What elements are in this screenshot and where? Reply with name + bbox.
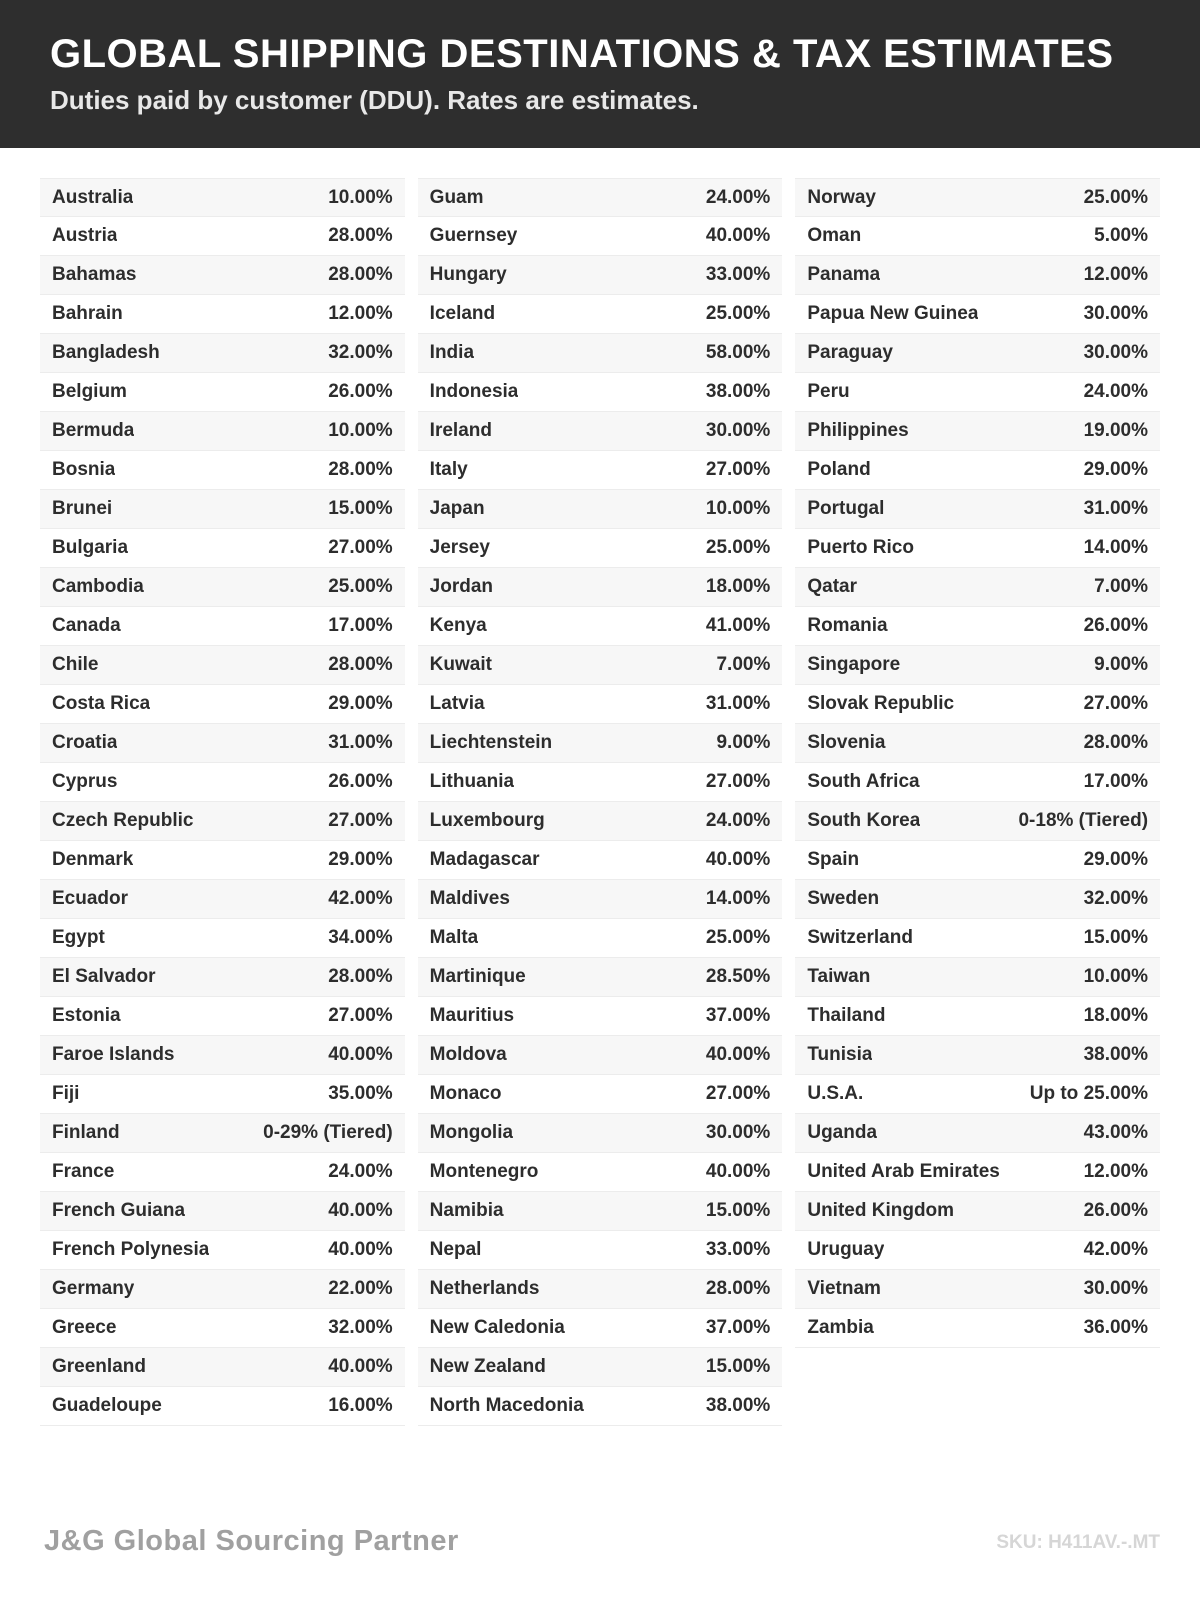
tax-rate: 22.00%	[328, 1278, 393, 1299]
table-row	[418, 412, 783, 451]
tax-rate: 26.00%	[328, 381, 393, 402]
table-row	[795, 763, 1160, 802]
table-row	[418, 529, 783, 568]
table-row	[418, 1348, 783, 1387]
tax-rate: 40.00%	[705, 849, 771, 870]
country-name: Liechtenstein	[429, 732, 553, 753]
tax-rate: 25.00%	[1083, 186, 1149, 208]
tax-rate: 40.00%	[328, 1200, 393, 1221]
country-name: Norway	[807, 186, 876, 208]
country-name: Guernsey	[429, 225, 518, 246]
country-name: Malta	[429, 927, 479, 948]
table-row	[40, 295, 405, 334]
table-row	[418, 1114, 783, 1153]
tax-rate: 18.00%	[705, 576, 771, 597]
tax-rate: 25.00%	[705, 303, 771, 324]
tax-rate: 32.00%	[1083, 888, 1149, 909]
country-name: Egypt	[52, 927, 105, 948]
country-name: Singapore	[807, 654, 901, 675]
page-title: GLOBAL SHIPPING DESTINATIONS & TAX ESTIMATES	[50, 31, 1114, 76]
table-row	[40, 490, 405, 529]
tax-rate: 10.00%	[705, 498, 771, 519]
tax-rate: 40.00%	[328, 1356, 393, 1377]
table-row	[40, 451, 405, 490]
tax-rate: 30.00%	[705, 420, 771, 441]
country-name: Cyprus	[52, 771, 118, 792]
country-name: South Korea	[807, 810, 921, 831]
country-name: Panama	[807, 264, 881, 285]
table-row	[40, 880, 405, 919]
country-name: Austria	[52, 225, 118, 246]
table-row	[418, 451, 783, 490]
table-row	[418, 295, 783, 334]
table-row	[795, 1309, 1160, 1348]
tax-rate: 24.00%	[705, 810, 771, 831]
tax-rate: 41.00%	[705, 615, 771, 636]
footer	[0, 1525, 1200, 1558]
tax-rate: 29.00%	[328, 849, 393, 870]
tax-rate: 30.00%	[705, 1122, 771, 1143]
table-row	[795, 1036, 1160, 1075]
tax-rate: 37.00%	[705, 1005, 771, 1026]
country-name: Japan	[429, 498, 485, 519]
tax-rate: 0-18% (Tiered)	[1018, 810, 1149, 831]
table-row	[418, 646, 783, 685]
tax-rate: 14.00%	[705, 888, 771, 909]
tax-rate: 18.00%	[1083, 1005, 1149, 1026]
country-name: Slovenia	[807, 732, 886, 753]
country-name: Madagascar	[429, 849, 540, 870]
rates-column-3	[795, 178, 1160, 1426]
table-row	[40, 646, 405, 685]
country-name: Guadeloupe	[52, 1395, 162, 1416]
table-row	[40, 1231, 405, 1270]
country-name: Jordan	[429, 576, 494, 597]
brand-text: J&G Global Sourcing Partner	[44, 1525, 459, 1557]
tax-rate: 31.00%	[328, 732, 393, 753]
table-row	[40, 763, 405, 802]
table-row	[795, 997, 1160, 1036]
tax-rate: 40.00%	[705, 1044, 771, 1065]
table-row	[418, 607, 783, 646]
table-row	[40, 1309, 405, 1348]
country-name: Fiji	[52, 1083, 80, 1104]
table-row	[418, 880, 783, 919]
table-row	[40, 334, 405, 373]
country-name: Guam	[429, 186, 484, 208]
country-name: Greenland	[52, 1356, 146, 1377]
table-row	[40, 373, 405, 412]
tax-rate: 15.00%	[328, 498, 393, 519]
country-name: New Zealand	[429, 1356, 546, 1377]
tax-rate: 43.00%	[1083, 1122, 1149, 1143]
table-row	[40, 958, 405, 997]
table-row	[40, 529, 405, 568]
country-name: U.S.A.	[807, 1083, 864, 1104]
table-row	[40, 997, 405, 1036]
table-row	[418, 724, 783, 763]
table-row	[418, 1075, 783, 1114]
country-name: Paraguay	[807, 342, 893, 363]
tax-rate: 40.00%	[328, 1239, 393, 1260]
tax-rate: 32.00%	[328, 1317, 393, 1338]
tax-rate: 36.00%	[1083, 1317, 1149, 1338]
country-name: Latvia	[429, 693, 485, 714]
tax-rate: 30.00%	[1083, 342, 1149, 363]
tax-rate: 15.00%	[705, 1356, 771, 1377]
tax-rate: Up to 25.00%	[1029, 1083, 1149, 1104]
country-name: Ecuador	[52, 888, 129, 909]
tax-rate: 24.00%	[328, 1161, 393, 1182]
tax-rate: 38.00%	[705, 381, 771, 402]
country-name: Portugal	[807, 498, 885, 519]
table-row	[418, 763, 783, 802]
country-name: Martinique	[429, 966, 526, 987]
country-name: Tunisia	[807, 1044, 873, 1065]
tax-rate: 28.00%	[328, 654, 393, 675]
table-row	[418, 178, 783, 217]
table-row	[795, 880, 1160, 919]
tax-rate: 42.00%	[328, 888, 393, 909]
tax-rate: 40.00%	[705, 225, 771, 246]
country-name: Czech Republic	[52, 810, 194, 831]
table-row	[795, 958, 1160, 997]
tax-rate: 28.00%	[328, 264, 393, 285]
tax-rate: 17.00%	[328, 615, 393, 636]
country-name: Puerto Rico	[807, 537, 914, 558]
table-row	[795, 646, 1160, 685]
tax-rate: 12.00%	[328, 303, 393, 324]
table-row	[795, 295, 1160, 334]
tax-rate: 38.00%	[1083, 1044, 1149, 1065]
country-name: Bangladesh	[52, 342, 160, 363]
tax-rate: 24.00%	[705, 186, 771, 208]
table-row	[418, 685, 783, 724]
table-row	[418, 217, 783, 256]
sku-text: SKU: H411AV.-.MT	[996, 1532, 1160, 1553]
header-banner	[0, 0, 1200, 148]
table-row	[795, 373, 1160, 412]
country-name: Namibia	[429, 1200, 504, 1221]
country-name: Greece	[52, 1317, 117, 1338]
tax-rate: 28.00%	[705, 1278, 771, 1299]
country-name: Spain	[807, 849, 860, 870]
tax-rate: 19.00%	[1083, 420, 1149, 441]
country-name: Bosnia	[52, 459, 116, 480]
tax-rate: 58.00%	[705, 342, 771, 363]
table-row	[40, 217, 405, 256]
table-row	[418, 919, 783, 958]
tax-rate: 16.00%	[328, 1395, 393, 1416]
table-row	[40, 1192, 405, 1231]
tax-rate: 10.00%	[328, 420, 393, 441]
table-row	[795, 529, 1160, 568]
country-name: French Polynesia	[52, 1239, 210, 1260]
tax-rate: 29.00%	[1083, 459, 1149, 480]
country-name: South Africa	[807, 771, 920, 792]
tax-rate: 10.00%	[1083, 966, 1149, 987]
table-row	[40, 841, 405, 880]
country-name: Italy	[429, 459, 468, 480]
country-name: Moldova	[429, 1044, 507, 1065]
tax-rate: 26.00%	[1083, 1200, 1149, 1221]
tax-rate: 29.00%	[1083, 849, 1149, 870]
country-name: Zambia	[807, 1317, 874, 1338]
country-name: Brunei	[52, 498, 113, 519]
table-row	[40, 1270, 405, 1309]
tax-rate: 28.50%	[705, 966, 771, 987]
table-row	[418, 802, 783, 841]
tax-rate: 25.00%	[705, 927, 771, 948]
country-name: Montenegro	[429, 1161, 539, 1182]
table-row	[795, 685, 1160, 724]
table-row	[795, 841, 1160, 880]
table-row	[795, 178, 1160, 217]
tax-rate: 34.00%	[328, 927, 393, 948]
country-name: France	[52, 1161, 115, 1182]
tax-rate: 15.00%	[1083, 927, 1149, 948]
country-name: North Macedonia	[429, 1395, 584, 1416]
rates-column-2	[418, 178, 783, 1426]
table-row	[795, 412, 1160, 451]
tax-rate: 35.00%	[328, 1083, 393, 1104]
tax-rate: 28.00%	[328, 225, 393, 246]
tax-rate: 28.00%	[328, 966, 393, 987]
tax-rate: 5.00%	[1094, 225, 1149, 246]
country-name: Thailand	[807, 1005, 886, 1026]
tax-rate: 0-29% (Tiered)	[263, 1122, 393, 1143]
country-name: Kenya	[429, 615, 487, 636]
tax-rate: 29.00%	[328, 693, 393, 714]
table-row	[795, 334, 1160, 373]
country-name: Canada	[52, 615, 121, 636]
table-row	[40, 1114, 405, 1153]
tax-rate: 17.00%	[1083, 771, 1149, 792]
table-row	[40, 412, 405, 451]
table-row	[40, 919, 405, 958]
table-row	[40, 1387, 405, 1426]
table-row	[40, 724, 405, 763]
tax-rate: 33.00%	[705, 1239, 771, 1260]
tax-rate: 7.00%	[716, 654, 771, 675]
tax-rate: 7.00%	[1094, 576, 1149, 597]
tax-rate: 28.00%	[1083, 732, 1149, 753]
tax-rate: 15.00%	[705, 1200, 771, 1221]
tax-rate: 40.00%	[328, 1044, 393, 1065]
country-name: Kuwait	[429, 654, 492, 675]
country-name: Taiwan	[807, 966, 871, 987]
table-row	[418, 1270, 783, 1309]
tax-rate: 14.00%	[1083, 537, 1149, 558]
table-row	[795, 568, 1160, 607]
table-row	[795, 1231, 1160, 1270]
country-name: Switzerland	[807, 927, 913, 948]
country-name: New Caledonia	[429, 1317, 565, 1338]
country-name: Poland	[807, 459, 871, 480]
country-name: Finland	[52, 1122, 120, 1143]
table-row	[418, 1153, 783, 1192]
table-row	[418, 841, 783, 880]
country-name: Faroe Islands	[52, 1044, 175, 1065]
table-row	[40, 802, 405, 841]
table-row	[418, 1192, 783, 1231]
country-name: United Kingdom	[807, 1200, 955, 1221]
tax-rate: 27.00%	[705, 459, 771, 480]
tax-rate: 9.00%	[1094, 654, 1149, 675]
country-name: Oman	[807, 225, 862, 246]
table-row	[40, 256, 405, 295]
country-name: Cambodia	[52, 576, 144, 597]
tax-rate: 33.00%	[705, 264, 771, 285]
table-row	[795, 256, 1160, 295]
table-row	[40, 178, 405, 217]
tax-rate: 12.00%	[1083, 1161, 1149, 1182]
table-row	[795, 1114, 1160, 1153]
table-row	[40, 1348, 405, 1387]
tax-rate: 27.00%	[705, 771, 771, 792]
tax-rate: 42.00%	[1083, 1239, 1149, 1260]
country-name: Slovak Republic	[807, 693, 955, 714]
country-name: Papua New Guinea	[807, 303, 979, 324]
country-name: Mongolia	[429, 1122, 514, 1143]
table-row	[40, 1075, 405, 1114]
table-row	[418, 1231, 783, 1270]
tax-rate: 12.00%	[1083, 264, 1149, 285]
table-row	[40, 1153, 405, 1192]
tax-rate: 30.00%	[1083, 1278, 1149, 1299]
country-name: Peru	[807, 381, 850, 402]
tax-rate: 27.00%	[328, 810, 393, 831]
tax-rate: 31.00%	[705, 693, 771, 714]
table-row	[40, 568, 405, 607]
table-row	[418, 373, 783, 412]
table-row	[418, 334, 783, 373]
country-name: Mauritius	[429, 1005, 515, 1026]
country-name: Bermuda	[52, 420, 135, 441]
tax-rate: 40.00%	[705, 1161, 771, 1182]
table-row	[795, 919, 1160, 958]
country-name: Sweden	[807, 888, 880, 909]
tax-rate: 27.00%	[705, 1083, 771, 1104]
rates-column-1	[40, 178, 405, 1426]
tax-rate: 28.00%	[328, 459, 393, 480]
table-row	[795, 1153, 1160, 1192]
table-row	[795, 724, 1160, 763]
country-name: Maldives	[429, 888, 510, 909]
tax-rate: 27.00%	[328, 1005, 393, 1026]
table-row	[418, 997, 783, 1036]
table-row	[795, 1270, 1160, 1309]
country-name: Luxembourg	[429, 810, 545, 831]
tax-rate: 10.00%	[328, 186, 393, 208]
tax-rate: 24.00%	[1083, 381, 1149, 402]
country-name: Vietnam	[807, 1278, 881, 1299]
country-name: Lithuania	[429, 771, 515, 792]
country-name: Estonia	[52, 1005, 121, 1026]
country-name: Jersey	[429, 537, 490, 558]
country-name: Chile	[52, 654, 99, 675]
country-name: Monaco	[429, 1083, 502, 1104]
table-row	[418, 568, 783, 607]
tax-rate: 31.00%	[1083, 498, 1149, 519]
table-row	[418, 1036, 783, 1075]
table-row	[40, 607, 405, 646]
country-name: El Salvador	[52, 966, 156, 987]
table-row	[418, 1309, 783, 1348]
tax-rate: 38.00%	[705, 1395, 771, 1416]
table-row	[795, 607, 1160, 646]
country-name: Belgium	[52, 381, 127, 402]
country-name: Hungary	[429, 264, 507, 285]
country-name: Ireland	[429, 420, 492, 441]
country-name: Bulgaria	[52, 537, 129, 558]
country-name: Iceland	[429, 303, 496, 324]
country-name: Denmark	[52, 849, 134, 870]
tax-rate: 25.00%	[705, 537, 771, 558]
country-name: Germany	[52, 1278, 135, 1299]
tax-rate: 26.00%	[1083, 615, 1149, 636]
table-row	[795, 451, 1160, 490]
tax-rate: 26.00%	[328, 771, 393, 792]
country-name: United Arab Emirates	[807, 1161, 1000, 1182]
country-name: Romania	[807, 615, 888, 636]
country-name: Croatia	[52, 732, 118, 753]
tax-rate: 30.00%	[1083, 303, 1149, 324]
tax-rate: 25.00%	[328, 576, 393, 597]
country-name: Indonesia	[429, 381, 519, 402]
table-row	[418, 490, 783, 529]
tax-rate: 27.00%	[1083, 693, 1149, 714]
country-name: Nepal	[429, 1239, 482, 1260]
table-row	[795, 802, 1160, 841]
table-row	[40, 685, 405, 724]
table-row	[795, 1192, 1160, 1231]
table-row	[795, 1075, 1160, 1114]
table-row	[418, 958, 783, 997]
country-name: India	[429, 342, 475, 363]
page-subtitle: Duties paid by customer (DDU). Rates are estimates.	[50, 84, 699, 115]
country-name: Bahamas	[52, 264, 137, 285]
table-row	[795, 490, 1160, 529]
country-name: Australia	[52, 186, 134, 208]
country-name: Uruguay	[807, 1239, 885, 1260]
country-name: Qatar	[807, 576, 857, 597]
table-row	[40, 1036, 405, 1075]
country-name: Netherlands	[429, 1278, 540, 1299]
country-name: Bahrain	[52, 303, 123, 324]
table-row	[418, 256, 783, 295]
tax-rate: 9.00%	[716, 732, 771, 753]
rates-table	[0, 148, 1200, 1426]
country-name: Philippines	[807, 420, 909, 441]
country-name: Uganda	[807, 1122, 878, 1143]
table-row	[418, 1387, 783, 1426]
country-name: French Guiana	[52, 1200, 186, 1221]
tax-rate: 32.00%	[328, 342, 393, 363]
country-name: Costa Rica	[52, 693, 151, 714]
tax-rate: 27.00%	[328, 537, 393, 558]
tax-rate: 37.00%	[705, 1317, 771, 1338]
table-row	[795, 217, 1160, 256]
